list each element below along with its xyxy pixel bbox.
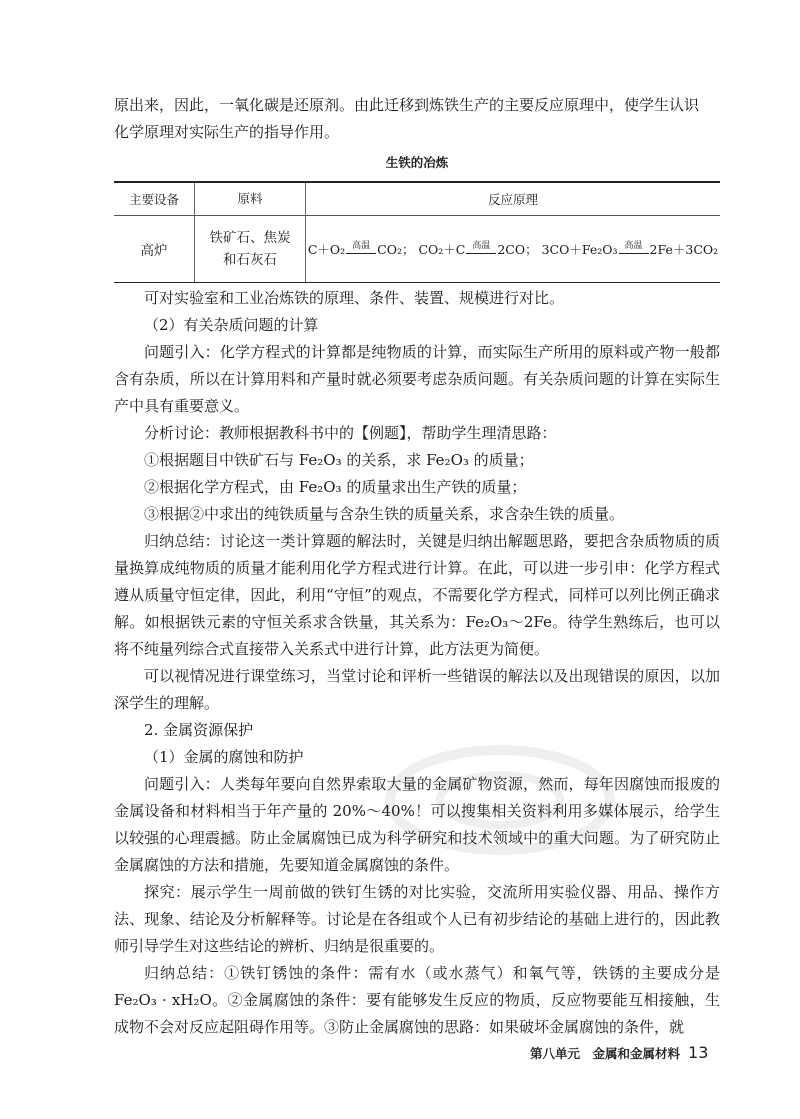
materials-line-2: 和石灰石: [223, 252, 277, 268]
high-temp-condition: [619, 241, 649, 254]
cell-device: 高炉: [114, 216, 195, 283]
paragraph-practice: 可以视情况进行课堂练习，当堂讨论和评析一些错误的解法以及出现错误的原因，以加深学生的理解。: [114, 667, 720, 712]
cell-principle: [306, 216, 721, 283]
eq3-left: 3CO＋Fe₂O₃: [541, 242, 618, 257]
page-number: 13: [688, 1043, 709, 1062]
paragraph-problem-intro-2: 问题引入：人类每年要向自然界索取大量的金属矿物资源，然而，每年因腐蚀而报废的金属设备和材料相当于年产量的 20%～40%！可以搜集相关资料利用多媒体展示，给学生以较强的心理震撼。防止金属腐蚀已成为科学研究和技术领域中的重大问题。为了研究防止金属腐蚀的方法和措施，先要知道金属腐蚀的条件。: [114, 775, 720, 874]
condition-label: 高温: [624, 241, 643, 251]
paragraph-exploration: 探究：展示学生一周前做的铁钉生锈的对比实验，交流所用实验仪器、用品、操作方法、现象、结论及分析解释等。讨论是在各组或个人已有初步结论的基础上进行的，因此教师引导学生对这些结论的辨析、归纳是很重要的。: [114, 883, 720, 955]
header-materials: 原料: [195, 182, 306, 216]
eq2-right: 2CO；: [497, 242, 538, 257]
unit-title: 第八单元 金属和金属材料: [530, 1046, 681, 1061]
paragraph-summary-2: 归纳总结：①铁钉锈蚀的条件：需有水（或水蒸气）和氧气等，铁锈的主要成分是 Fe₂O₃ · xH₂O。②金属腐蚀的条件：要有能够发生反应的物质，反应物要能互相接触，生成物不会对反应起阻碍作用等。③防止金属腐蚀的思路：如果破坏金属腐蚀的条件，就: [114, 964, 720, 1036]
eq1-right: CO₂；: [377, 242, 415, 257]
header-principle: 反应原理: [306, 182, 721, 216]
heading-resource-protection: 2. 金属资源保护: [144, 721, 254, 739]
step-1: ①根据题目中铁矿石与 Fe₂O₃ 的关系，求 Fe₂O₃ 的质量；: [144, 451, 534, 469]
paragraph-discussion: 分析讨论：教师根据教科书中的【例题】，帮助学生理清思路：: [144, 424, 557, 442]
paragraph-compare: 可对实验室和工业冶炼铁的原理、条件、装置、规模进行对比。: [144, 289, 565, 307]
header-device: 主要设备: [114, 182, 195, 216]
page-content: [114, 92, 720, 1041]
high-temp-condition: [346, 241, 376, 254]
heading-corrosion: （1）金属的腐蚀和防护: [144, 748, 304, 766]
paragraph-summary: 归纳总结：讨论这一类计算题的解法时，关键是归纳出解题思路，要把含杂质物质的质量换算成纯物质的质量才能利用化学方程式进行计算。在此，可以进一步引申：化学方程式遵从质量守恒定律，因此，利用“守恒”的观点，不需要化学方程式，同样可以列比例正确求解。如根据铁元素的守恒关系求含铁量，其关系为：Fe₂O₃～2Fe。待学生熟练后，也可以将不纯量列综合式直接带入关系式中进行计算，此方法更为简便。: [114, 532, 720, 658]
table-row: [114, 216, 720, 283]
eq2-left: CO₂＋C: [418, 242, 466, 257]
eq3-right: 2Fe＋3CO₂: [649, 242, 719, 257]
high-temp-condition: [466, 241, 496, 254]
condition-label: 高温: [352, 241, 371, 251]
materials-line-1: 铁矿石、焦炭: [209, 230, 291, 246]
table-header-row: [114, 182, 720, 216]
heading-impurity: （2）有关杂质问题的计算: [144, 316, 319, 334]
eq1-left: C＋O₂: [307, 242, 346, 257]
intro-line-1: 原出来，因此，一氧化碳是还原剂。由此迁移到炼铁生产的主要反应原理中，使学生认识: [114, 96, 700, 114]
condition-label: 高温: [472, 241, 491, 251]
table-caption: 生铁的冶炼: [385, 155, 449, 170]
page-footer: [530, 1043, 708, 1062]
step-2: ②根据化学方程式，由 Fe₂O₃ 的质量求出生产铁的质量；: [144, 478, 527, 496]
paragraph-problem-intro: 问题引入：化学方程式的计算都是纯物质的计算，而实际生产所用的原料或产物一般都含有杂质，所以在计算用料和产量时就必须要考虑杂质问题。有关杂质问题的计算在实际生产中具有重要意义。: [114, 343, 720, 415]
cell-materials: [195, 216, 306, 283]
iron-smelting-table: [114, 181, 720, 283]
intro-line-2: 化学原理对实际生产的指导作用。: [114, 123, 340, 141]
step-3: ③根据②中求出的纯铁质量与含杂生铁的质量关系，求含杂生铁的质量。: [144, 505, 625, 523]
